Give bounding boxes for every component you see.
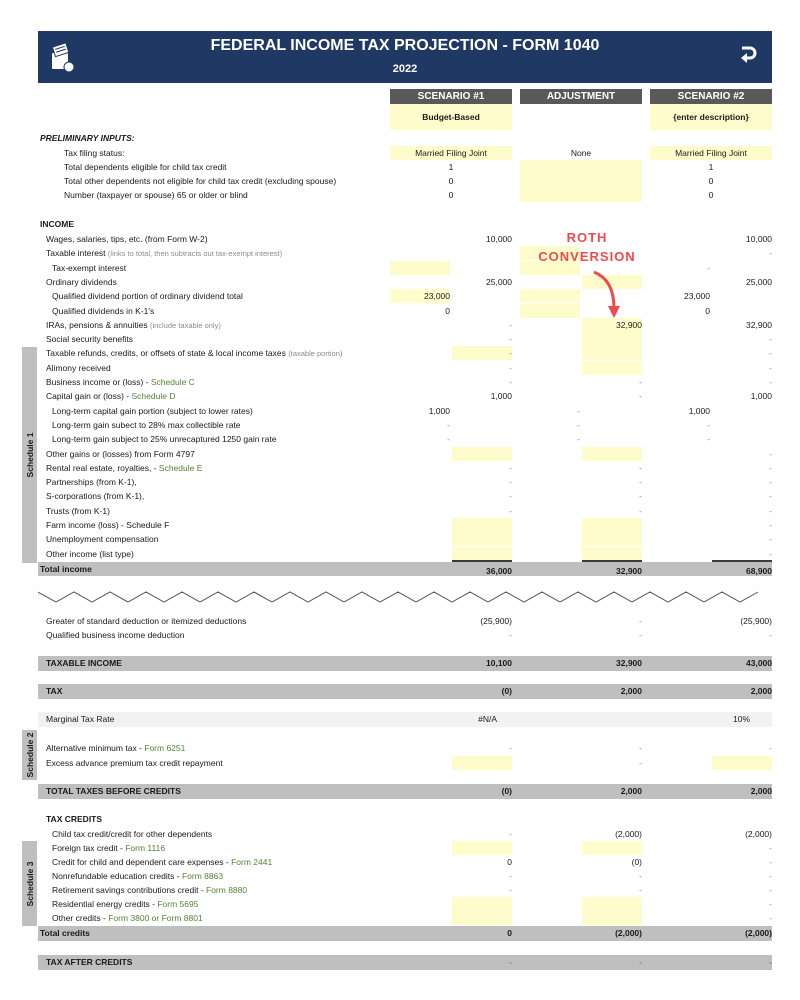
scenario1-filing-status[interactable]: Married Filing Joint [390,146,512,160]
adjustment-value: - [639,957,642,967]
row-label: Other gains or (losses) from Form 4797 [46,448,195,459]
row-label: Social security benefits [46,334,133,345]
credit-row [38,869,772,883]
scenario1-value: 0 [507,928,512,938]
row-label: IRAs, pensions & annuities (include taxable only) [46,319,221,330]
schedule-link[interactable]: Schedule E [158,462,203,473]
row-label: TAXABLE INCOME [46,658,122,668]
adjustment-value: 2,000 [620,686,642,696]
adjustment-value: (0) [631,857,642,867]
adjustment-input[interactable] [520,160,642,174]
adjustment-input[interactable] [582,361,642,375]
scenario1-sub-input[interactable] [390,261,450,275]
form-link[interactable]: Form 1116 [125,843,166,853]
adjustment-value: - [639,462,642,473]
adjustment-input[interactable] [582,841,642,855]
scenario1-value: 1,000 [490,391,512,402]
adjustment-value: - [639,616,642,626]
scenario1-value: - [509,630,512,640]
adjustment-sub-value: - [577,434,580,445]
row-label: TAX [46,686,63,696]
row-note: (taxable portion) [288,349,343,359]
adjustment-value: - [639,630,642,640]
adjustment-value: - [639,377,642,387]
row-label: Excess advance premium tax credit repayment [46,758,223,768]
scenario1-input[interactable] [452,532,512,546]
row-label: Residential energy credits - Form 5695 [52,899,199,909]
scenario2-value: - [769,871,772,881]
income-row [38,318,772,332]
adjustment-value: (2,000) [615,928,642,938]
scenario1-input[interactable] [452,911,512,925]
income-row [38,418,772,432]
income-row [38,375,772,389]
row-label: Marginal Tax Rate [46,714,115,724]
income-row [38,246,772,260]
adjustment-value: - [639,758,642,768]
income-row [38,475,772,489]
scenario2-value: 1,000 [750,391,772,402]
row-label: Taxable refunds, credits, or offsets of state & local income taxes (taxable portion) [46,348,343,359]
income-row [38,289,772,303]
row-label: Rental real estate, royalties, - Schedule E [46,462,203,473]
schedule-link[interactable]: Schedule D [131,391,176,402]
row-label: Tax filing status: [64,148,125,158]
dependents-row [38,160,772,174]
row-label: Wages, salaries, tips, etc. (from Form W-2) [46,234,208,244]
scenario2-value[interactable]: 0 [708,176,714,186]
row-label: Farm income (loss) - Schedule F [46,520,170,530]
income-row [38,504,772,518]
row-note: (include taxable only) [149,320,221,330]
row-label: Trusts (from K-1) [46,505,110,516]
scenario2-value: - [769,362,772,373]
total-income-row [38,562,772,576]
form-link[interactable]: Form 8880 [206,885,248,895]
tax-year: 2022 [392,63,418,75]
adjustment-sub-input[interactable] [520,304,580,318]
scenario1-value: 25,000 [486,276,512,287]
scenario1-value[interactable]: 0 [448,190,454,200]
row-label: Credit for child and dependent care expenses - Form 2441 [52,857,273,867]
scenario2-value: - [769,477,772,488]
adjustment-input[interactable] [582,897,642,911]
adjustment-value: 32,900 [616,658,642,668]
scenario2-value: - [769,377,772,387]
schedule3-bar [22,841,37,926]
scenario2-sub-value: - [707,434,710,445]
adjustment-input[interactable] [582,447,642,461]
schedule3-label: Schedule 3 [24,861,35,906]
adjustment-header: ADJUSTMENT [520,89,642,104]
scenario2-description[interactable]: {enter description} [650,104,772,130]
scenario2-input[interactable] [712,756,772,770]
adjustment-value: 2,000 [620,786,642,796]
scenario2-value: 32,900 [746,319,772,330]
adjustment-sub-value: - [577,405,580,416]
income-row [38,547,772,561]
row-label: Long-term capital gain portion (subject to lower rates) [52,405,253,416]
page-title: FEDERAL INCOME TAX PROJECTION - FORM 1040 [210,37,600,54]
scenario2-sub-value: - [707,262,710,273]
credit-row [38,827,772,841]
schedule-link[interactable]: Schedule C [150,377,195,387]
zigzag-separator [38,590,772,606]
scenario2-value: - [769,899,772,909]
adjustment-value: - [639,871,642,881]
scenario2-sub-value: 23,000 [684,291,710,302]
income-row [38,447,772,461]
return-arrow-icon[interactable] [738,44,758,68]
filing-status-row [38,146,772,160]
income-row [38,232,772,246]
scenario1-value[interactable]: 0 [448,176,454,186]
scenario1-value: - [509,462,512,473]
scenario1-header: SCENARIO #1 [390,89,512,104]
row-label: Retirement savings contributions credit - Form 8880 [52,885,248,895]
scenario1-input[interactable] [452,897,512,911]
adjustment-value: - [639,477,642,488]
income-row [38,346,772,360]
scenario2-value: - [769,334,772,345]
marginal-rate-row [38,712,772,727]
income-row [38,275,772,289]
row-label: Number (taxpayer or spouse) 65 or older or blind [64,190,248,200]
row-label: Long-term gain subject to 25% unrecaptured 1250 gain rate [52,434,277,445]
row-label: Qualified dividend portion of ordinary dividend total [52,291,243,302]
scenario1-value: - [509,377,512,387]
income-row [38,389,772,403]
scenario1-total-income: 36,000 [452,560,512,578]
scenario2-value: - [769,520,772,530]
income-row [38,489,772,503]
scenario2-value: (25,900) [740,616,772,626]
credit-row [38,897,772,911]
scenario1-value: - [509,334,512,345]
form-link[interactable]: Form 5695 [157,899,199,909]
scenario2-value: - [769,857,772,867]
credit-row [38,841,772,855]
scenario1-value: - [509,829,512,839]
roth-conversion-annotation [522,228,652,266]
scenario2-value: 25,000 [746,276,772,287]
scenario2-value: 10,000 [746,234,772,244]
row-label: Total income [40,564,92,574]
adjustment-filing-status[interactable]: None [570,148,592,158]
row-label: Total dependents eligible for child tax credit [64,162,227,172]
adjustment-input[interactable] [520,188,642,202]
schedule2-bar [22,730,37,780]
scenario2-filing-status[interactable]: Married Filing Joint [650,146,772,160]
income-row [38,261,772,275]
credit-row [38,855,772,869]
adjustment-input[interactable] [520,174,642,188]
income-row [38,532,772,546]
adjustment-total-income: 32,900 [582,560,642,578]
scenario2-value: - [769,630,772,640]
row-label: Capital gain or (loss) - Schedule D [46,391,176,402]
adjustment-value: - [639,743,642,753]
row-label: Qualified business income deduction [46,630,185,640]
form-link[interactable]: Form 8863 [181,871,224,881]
adjustment-input[interactable] [582,332,642,346]
annotation-line2: CONVERSION [538,249,636,264]
income-row [38,404,772,418]
scenario2-value: - [769,348,772,359]
scenario1-value: - [509,885,512,895]
scenario1-sub-value: - [447,434,450,445]
income-row [38,518,772,532]
total-taxes-row [38,784,772,799]
form-link[interactable]: Form 3800 or Form 8801 [108,913,203,923]
row-label: Other credits - Form 3800 or Form 8801 [52,913,203,923]
income-row [38,304,772,318]
scenario2-value: - [769,534,772,545]
scenario1-sub-value: 1,000 [428,405,450,416]
scenario1-value: - [509,477,512,488]
qbi-deduction-row [38,628,772,642]
scenario1-sub-value: 0 [445,305,450,316]
form-link[interactable]: Form 6251 [144,743,186,753]
income-heading: INCOME [40,219,74,229]
scenario1-input[interactable] [452,447,512,461]
scenario1-value: 10,000 [486,234,512,244]
scenario1-input[interactable] [452,841,512,855]
schedule1-label: Schedule 1 [24,432,35,478]
scenario2-value: - [769,505,772,516]
income-row [38,361,772,375]
row-label: Other income (list type) [46,548,134,559]
scenario2-header: SCENARIO #2 [650,89,772,104]
credits-heading-row [38,812,772,826]
scenario1-sub-value: - [447,419,450,430]
adjustment-input[interactable] [582,346,642,360]
scenario2-value: - [769,548,772,559]
row-label: TAX AFTER CREDITS [46,957,133,967]
row-label: Total other dependents not eligible for child tax credit (excluding spouse) [64,176,337,186]
scenario2-value[interactable]: 0 [708,190,714,200]
scenario1-value: - [509,743,512,753]
adjustment-input[interactable] [582,532,642,546]
row-label: S-corporations (from K-1), [46,491,145,502]
scenario2-value: 2,000 [750,786,772,796]
row-label: Total credits [40,928,90,938]
row-label: Ordinary dividends [46,276,117,287]
row-label: Child tax credit/credit for other dependents [52,829,213,839]
income-row [38,432,772,446]
over65-row [38,188,772,202]
credit-row [38,883,772,897]
income-row [38,332,772,346]
row-label: Long-term gain subect to 28% max collectible rate [52,419,241,430]
adjustment-input[interactable]: 32,900 [582,318,642,332]
row-label: Partnerships (from K-1), [46,477,137,488]
income-row [38,461,772,475]
scenario2-sub-value: 0 [705,305,710,316]
scenario2-sub-value: - [707,419,710,430]
scenario1-marginal-rate: #N/A [478,714,497,724]
row-label: Alternative minimum tax - Form 6251 [46,743,186,753]
excess-aptc-row [38,756,772,770]
row-label: Tax-exempt interest [52,262,127,273]
scenario2-value: (2,000) [745,829,772,839]
tax-after-credits-row [38,955,772,970]
total-credits-row [38,926,772,941]
scenario1-value: - [509,362,512,373]
row-label: Nonrefundable education credits - Form 8863 [52,871,224,881]
row-note: (links to total, then subtracts out tax-exempt interest) [107,249,283,259]
scenario1-value: - [509,957,512,967]
scenario2-value[interactable]: 1 [708,162,714,172]
scenario1-value: (0) [501,686,512,696]
scenario1-value: 0 [507,857,512,867]
scenario2-marginal-rate: 10% [732,714,750,724]
scenario1-input[interactable] [452,518,512,532]
scenario1-value: (25,900) [480,616,512,626]
scenario2-value: - [769,885,772,895]
scenario2-value: - [769,248,772,259]
annotation-line1: ROTH [566,230,608,245]
scenario1-value: - [509,491,512,502]
preliminary-heading: PRELIMINARY INPUTS: [40,133,135,143]
preliminary-heading-row [38,131,772,145]
scenario1-value: - [509,871,512,881]
deduction-row [38,614,772,628]
row-label: Foreign tax credit - Form 1116 [52,843,166,853]
schedule2-label: Schedule 2 [24,732,35,778]
adjustment-value: - [639,491,642,502]
scenario2-value: (2,000) [745,928,772,938]
row-label: Business income or (loss) - Schedule C [46,377,195,387]
curved-arrow-down-icon [590,268,630,320]
credits-heading: TAX CREDITS [46,814,103,824]
credit-row [38,911,772,925]
row-label: Unemployment compensation [46,534,159,545]
row-label: Greater of standard deduction or itemized deductions [46,616,247,626]
scenario1-input[interactable] [452,756,512,770]
scenario1-value[interactable]: 1 [448,162,454,172]
scenario1-value: - [509,505,512,516]
adjustment-input[interactable] [582,547,642,561]
scenario2-value: - [769,448,772,459]
income-heading-row [38,217,772,231]
scenario1-value: - [509,319,512,330]
page-header [38,31,772,83]
taxable-income-row [38,656,772,671]
row-label: TOTAL TAXES BEFORE CREDITS [46,786,181,796]
scenario1-value: 10,100 [486,658,512,668]
adjustment-input[interactable] [582,911,642,925]
scenario2-value: - [769,957,772,967]
row-label: Alimony received [46,362,111,373]
schedule1-bar [22,347,37,563]
scenario1-input[interactable] [452,547,512,561]
scenario2-value: 2,000 [750,686,772,696]
other-dependents-row [38,174,772,188]
scenario1-input[interactable]: - [452,346,512,360]
form-link[interactable]: Form 2441 [231,857,273,867]
scenario1-sub-input[interactable]: 23,000 [390,289,450,303]
adjustment-sub-input[interactable] [520,289,580,303]
scenario2-value: - [769,491,772,502]
adjustment-sub-value: - [577,419,580,430]
tax-row [38,684,772,699]
adjustment-value: - [639,391,642,402]
scenario2-sub-value: 1,000 [688,405,710,416]
adjustment-value: - [639,505,642,516]
scenario2-value: - [769,462,772,473]
scenario1-value: (0) [501,786,512,796]
row-label: Taxable interest (links to total, then subtracts out tax-exempt interest) [46,248,283,259]
amt-row [38,741,772,755]
scenario2-total-income: 68,900 [712,560,772,578]
scenario2-value: - [769,913,772,923]
scenario1-description[interactable]: Budget-Based [390,104,512,130]
scenario2-value: 43,000 [746,658,772,668]
scenario2-value: - [769,843,772,853]
adjustment-value: (2,000) [615,829,642,839]
row-label: Qualified dividends in K-1's [52,305,155,316]
scenario2-value: - [769,743,772,753]
adjustment-input[interactable] [582,518,642,532]
adjustment-value: - [639,885,642,895]
